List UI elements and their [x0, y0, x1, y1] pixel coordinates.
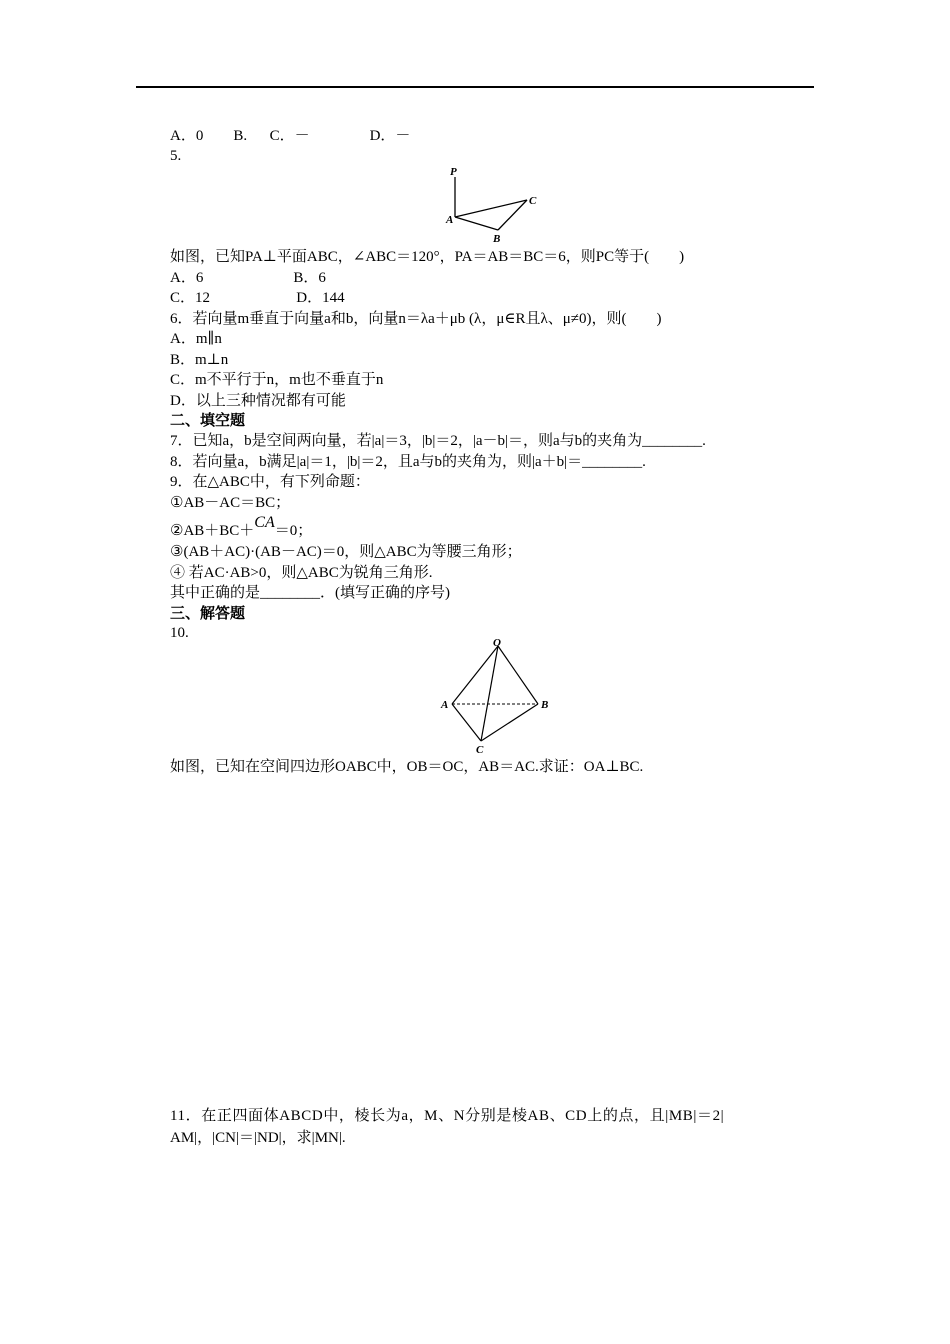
edge-ob — [498, 646, 538, 704]
q9-ask: 其中正确的是________．(填写正确的序号) — [170, 585, 450, 601]
edge-oa — [452, 646, 498, 704]
edge-ac — [452, 704, 481, 741]
q11-line-2: AM|，|CN|＝|ND|，求|MN|. — [170, 1130, 346, 1146]
q6-option-d: D．以上三种情况都有可能 — [170, 393, 346, 409]
q9-text: 9．在△ABC中，有下列命题： — [170, 474, 370, 490]
q6-option-b: B．m⊥n — [170, 352, 229, 368]
q10-text: 如图，已知在空间四边形OABC中，OB＝OC，AB＝AC.求证：OA⊥BC. — [170, 759, 644, 775]
q6-text: 6．若向量m垂直于向量a和b，向量n＝λa＋μb (λ，μ∈R且λ、μ≠0)，则( ) — [170, 311, 662, 327]
q7-text: 7．已知a，b是空间两向量，若|a|＝3，|b|＝2，|a－b|＝，则a与b的夹角为________. — [170, 433, 706, 449]
figure-q10 — [438, 636, 558, 758]
label-c: C — [529, 195, 537, 207]
edge-bc — [498, 200, 527, 230]
q5-text: 如图，已知PA⊥平面ABC，∠ABC＝120°，PA＝AB＝BC＝6，则PC等于( ) — [170, 249, 685, 265]
figure-q5 — [440, 162, 550, 246]
q11-line-1: 11．在正四面体ABCD中，棱长为a，M、N分别是棱AB、CD上的点，且|MB|＝2| — [170, 1108, 725, 1124]
q6-option-a: A．m∥n — [170, 331, 222, 347]
q4-options: A．0 B. C．－ D．－ — [170, 128, 411, 144]
q5-options-ab: A．6 B．6 — [170, 270, 326, 286]
q6-option-c: C．m不平行于n，m也不垂直于n — [170, 372, 384, 388]
q5-options-cd: C．12 D．144 — [170, 290, 345, 306]
label-c: C — [476, 744, 484, 756]
edge-oc — [481, 646, 498, 741]
edge-ac — [455, 200, 527, 217]
q5-number: 5. — [170, 148, 182, 164]
label-o: O — [493, 637, 501, 649]
label-b: B — [493, 233, 501, 245]
q9-item-1: ①AB－AC＝BC； — [170, 495, 291, 511]
q9-item-4: ④ 若AC·AB>0，则△ABC为锐角三角形. — [170, 565, 433, 581]
q9-item-2-post: ＝0； — [274, 523, 313, 539]
section-fill-in: 二、填空题 — [170, 413, 246, 429]
q9-item-3: ③(AB＋AC)·(AB－AC)＝0，则△ABC为等腰三角形； — [170, 544, 522, 560]
label-b: B — [541, 699, 549, 711]
label-a: A — [441, 699, 449, 711]
q8-text: 8．若向量a，b满足|a|＝1，|b|＝2，且a与b的夹角为，则|a＋b|＝________. — [170, 454, 646, 470]
label-a: A — [446, 214, 454, 226]
vector-ca: CA — [254, 514, 275, 531]
edge-ab — [455, 217, 498, 230]
label-p: P — [450, 166, 457, 178]
q9-item-2-pre: ②AB＋BC＋ — [170, 523, 255, 539]
q9-item-2 — [170, 514, 313, 541]
section-solve: 三、解答题 — [170, 606, 246, 622]
edge-bc — [481, 704, 538, 741]
q10-number: 10. — [170, 625, 189, 641]
header-rule — [136, 86, 814, 88]
